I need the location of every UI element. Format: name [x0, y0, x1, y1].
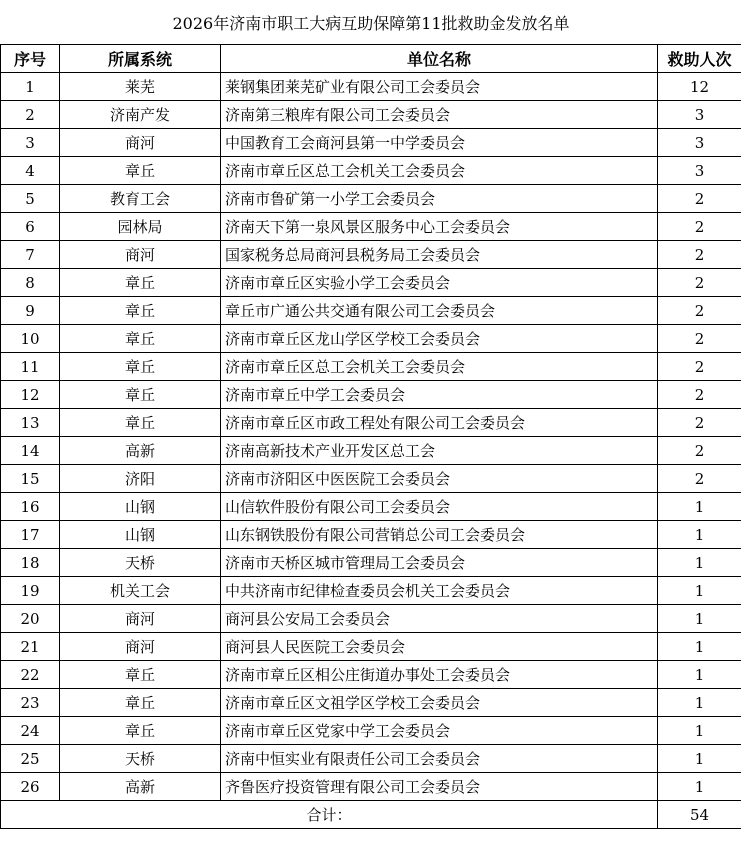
row-system: 章丘: [60, 269, 221, 297]
row-system: 章丘: [60, 297, 221, 325]
row-system: 天桥: [60, 745, 221, 773]
row-system: 商河: [60, 241, 221, 269]
row-unit-name: 济南市济阳区中医医院工会委员会: [221, 465, 658, 493]
table-row: [1, 633, 741, 661]
row-system: 济阳: [60, 465, 221, 493]
table-row: [1, 213, 741, 241]
row-index: 2: [1, 101, 60, 129]
row-index: 11: [1, 353, 60, 381]
row-count: 1: [658, 689, 741, 717]
row-index: 18: [1, 549, 60, 577]
row-unit-name: 济南市章丘区实验小学工会委员会: [221, 269, 658, 297]
row-unit-name: 莱钢集团莱芜矿业有限公司工会委员会: [221, 73, 658, 101]
row-index: 15: [1, 465, 60, 493]
row-index: 4: [1, 157, 60, 185]
row-unit-name: 济南市天桥区城市管理局工会委员会: [221, 549, 658, 577]
table-row: [1, 661, 741, 689]
row-count: 2: [658, 353, 741, 381]
table-row: [1, 241, 741, 269]
row-system: 机关工会: [60, 577, 221, 605]
row-count: 3: [658, 157, 741, 185]
row-count: 2: [658, 185, 741, 213]
row-count: 1: [658, 605, 741, 633]
header-unit-name: 单位名称: [221, 45, 658, 73]
table-row: [1, 465, 741, 493]
row-count: 2: [658, 325, 741, 353]
row-unit-name: 济南第三粮库有限公司工会委员会: [221, 101, 658, 129]
table-row: [1, 269, 741, 297]
table-row: [1, 325, 741, 353]
table-row: [1, 773, 741, 801]
row-system: 章丘: [60, 157, 221, 185]
table-row: [1, 73, 741, 101]
row-unit-name: 济南天下第一泉风景区服务中心工会委员会: [221, 213, 658, 241]
row-system: 高新: [60, 437, 221, 465]
table-row: [1, 129, 741, 157]
row-unit-name: 济南市章丘区总工会机关工会委员会: [221, 353, 658, 381]
row-system: 商河: [60, 605, 221, 633]
row-system: 莱芜: [60, 73, 221, 101]
row-index: 20: [1, 605, 60, 633]
row-system: 章丘: [60, 325, 221, 353]
total-value: 54: [658, 801, 741, 829]
row-index: 3: [1, 129, 60, 157]
row-count: 2: [658, 213, 741, 241]
row-unit-name: 济南市章丘区龙山学区学校工会委员会: [221, 325, 658, 353]
row-system: 商河: [60, 129, 221, 157]
total-row: [1, 801, 741, 829]
row-index: 26: [1, 773, 60, 801]
table-row: [1, 521, 741, 549]
row-system: 山钢: [60, 493, 221, 521]
table-row: [1, 409, 741, 437]
row-count: 2: [658, 437, 741, 465]
row-system: 章丘: [60, 689, 221, 717]
table-row: [1, 577, 741, 605]
row-count: 12: [658, 73, 741, 101]
row-system: 天桥: [60, 549, 221, 577]
table-row: [1, 605, 741, 633]
row-system: 商河: [60, 633, 221, 661]
row-count: 1: [658, 717, 741, 745]
header-count: 救助人次: [658, 45, 741, 73]
row-unit-name: 济南市章丘区市政工程处有限公司工会委员会: [221, 409, 658, 437]
row-count: 1: [658, 773, 741, 801]
row-count: 2: [658, 269, 741, 297]
row-index: 6: [1, 213, 60, 241]
row-system: 章丘: [60, 353, 221, 381]
total-label: 合计：: [1, 801, 658, 829]
row-unit-name: 中共济南市纪律检查委员会机关工会委员会: [221, 577, 658, 605]
row-system: 章丘: [60, 409, 221, 437]
row-index: 5: [1, 185, 60, 213]
row-system: 章丘: [60, 661, 221, 689]
table-row: [1, 101, 741, 129]
page-title: 2026年济南市职工大病互助保障第11批救助金发放名单: [1, 0, 741, 45]
row-unit-name: 商河县人民医院工会委员会: [221, 633, 658, 661]
row-unit-name: 济南中恒实业有限责任公司工会委员会: [221, 745, 658, 773]
row-count: 1: [658, 661, 741, 689]
table-row: [1, 437, 741, 465]
table-row: [1, 381, 741, 409]
row-count: 3: [658, 129, 741, 157]
row-count: 2: [658, 297, 741, 325]
row-index: 10: [1, 325, 60, 353]
row-unit-name: 山信软件股份有限公司工会委员会: [221, 493, 658, 521]
row-index: 19: [1, 577, 60, 605]
row-system: 山钢: [60, 521, 221, 549]
table-row: [1, 689, 741, 717]
row-unit-name: 济南市章丘区文祖学区学校工会委员会: [221, 689, 658, 717]
row-index: 12: [1, 381, 60, 409]
row-unit-name: 济南市章丘区总工会机关工会委员会: [221, 157, 658, 185]
row-index: 16: [1, 493, 60, 521]
row-index: 7: [1, 241, 60, 269]
row-system: 高新: [60, 773, 221, 801]
row-count: 3: [658, 101, 741, 129]
table-row: [1, 185, 741, 213]
row-unit-name: 齐鲁医疗投资管理有限公司工会委员会: [221, 773, 658, 801]
row-unit-name: 济南市鲁矿第一小学工会委员会: [221, 185, 658, 213]
row-count: 1: [658, 633, 741, 661]
row-count: 1: [658, 745, 741, 773]
row-count: 2: [658, 241, 741, 269]
header-system: 所属系统: [60, 45, 221, 73]
table-row: [1, 549, 741, 577]
table-row: [1, 493, 741, 521]
row-count: 1: [658, 493, 741, 521]
row-count: 2: [658, 465, 741, 493]
row-unit-name: 国家税务总局商河县税务局工会委员会: [221, 241, 658, 269]
row-unit-name: 济南高新技术产业开发区总工会: [221, 437, 658, 465]
row-index: 24: [1, 717, 60, 745]
row-index: 9: [1, 297, 60, 325]
row-index: 13: [1, 409, 60, 437]
row-unit-name: 中国教育工会商河县第一中学委员会: [221, 129, 658, 157]
table-row: [1, 745, 741, 773]
row-index: 17: [1, 521, 60, 549]
row-unit-name: 山东钢铁股份有限公司营销总公司工会委员会: [221, 521, 658, 549]
row-count: 1: [658, 521, 741, 549]
row-system: 章丘: [60, 717, 221, 745]
row-unit-name: 商河县公安局工会委员会: [221, 605, 658, 633]
row-index: 25: [1, 745, 60, 773]
title-row: [1, 0, 741, 45]
table-row: [1, 297, 741, 325]
row-count: 1: [658, 577, 741, 605]
header-index: 序号: [1, 45, 60, 73]
row-count: 1: [658, 549, 741, 577]
row-index: 1: [1, 73, 60, 101]
table-row: [1, 717, 741, 745]
row-index: 21: [1, 633, 60, 661]
row-index: 8: [1, 269, 60, 297]
table-row: [1, 353, 741, 381]
row-count: 2: [658, 409, 741, 437]
row-count: 2: [658, 381, 741, 409]
header-row: [1, 45, 741, 73]
row-system: 济南产发: [60, 101, 221, 129]
row-unit-name: 济南市章丘中学工会委员会: [221, 381, 658, 409]
row-index: 23: [1, 689, 60, 717]
row-index: 22: [1, 661, 60, 689]
row-system: 教育工会: [60, 185, 221, 213]
table-row: [1, 157, 741, 185]
row-unit-name: 济南市章丘区相公庄街道办事处工会委员会: [221, 661, 658, 689]
row-unit-name: 章丘市广通公共交通有限公司工会委员会: [221, 297, 658, 325]
row-system: 园林局: [60, 213, 221, 241]
row-system: 章丘: [60, 381, 221, 409]
row-index: 14: [1, 437, 60, 465]
row-unit-name: 济南市章丘区党家中学工会委员会: [221, 717, 658, 745]
